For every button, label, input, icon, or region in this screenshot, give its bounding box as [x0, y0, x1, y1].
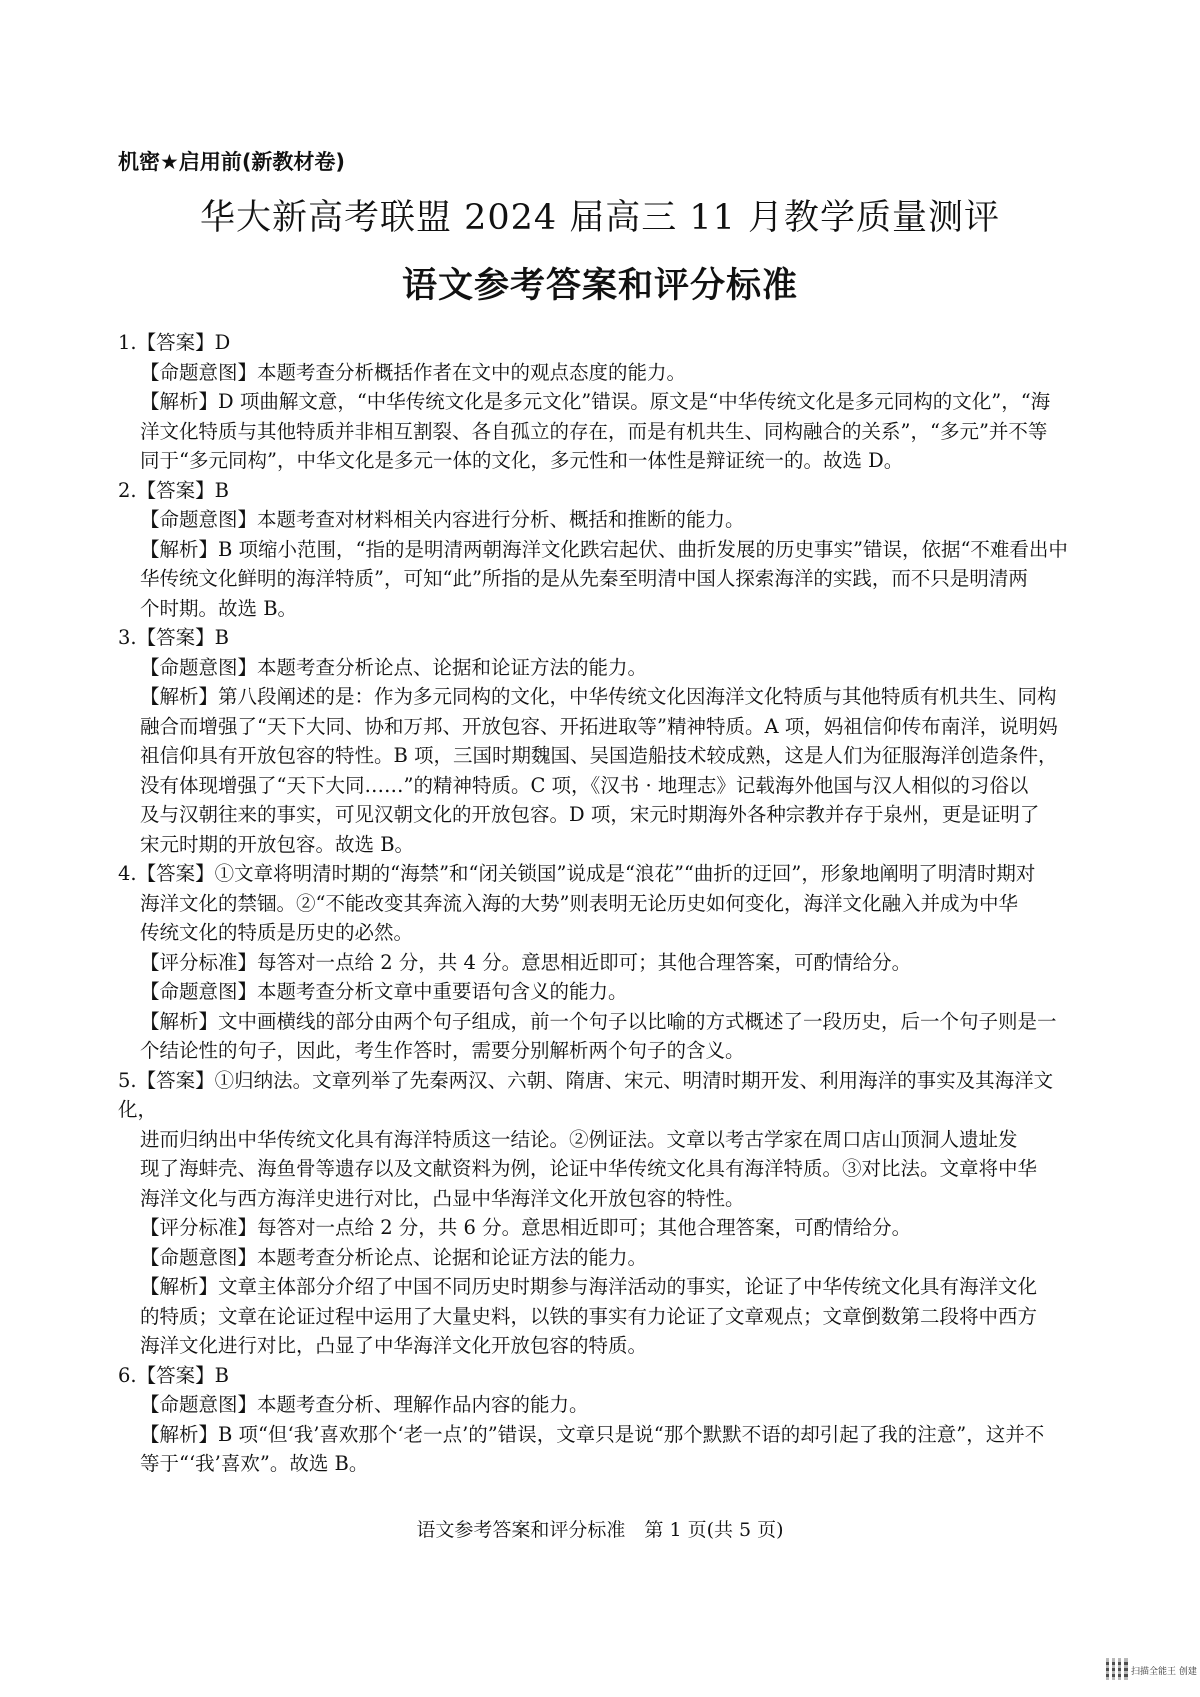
explanation-line: 宋元时期的开放包容。故选 B。: [140, 832, 415, 856]
page-subtitle: 语文参考答案和评分标准: [401, 266, 798, 306]
explanation-line: 等于“‘我’喜欢”。故选 B。: [140, 1452, 369, 1475]
explanation-line: 【命题意图】本题考查分析、理解作品内容的能力。: [140, 1393, 589, 1416]
answer-line: 1.【答案】D: [118, 331, 231, 354]
explanation-line: 【解析】文章主体部分介绍了中国不同历史时期参与海洋活动的事实，论证了中华传统文化具有海洋文化: [140, 1275, 1038, 1298]
explanation-line: 【命题意图】本题考查分析论点、论据和论证方法的能力。: [140, 1245, 648, 1269]
answer-line: 4.【答案】①文章将明清时期的“海禁”和“闭关锁国”说成是“浪花”“曲折的迂回”，形象地阐明了明清时期对: [118, 862, 1036, 885]
explanation-line: 进而归纳出中华传统文化具有海洋特质这一结论。②例证法。文章以考古学家在周口店山顶洞人遗址发: [140, 1127, 1018, 1151]
explanation-line: 华传统文化鲜明的海洋特质”，可知“此”所指的是从先秦至明清中国人探索海洋的实践，而不只是明清两: [140, 567, 1028, 590]
answer-line: 2.【答案】B: [118, 478, 229, 502]
qr-code-icon: [1106, 1658, 1128, 1680]
question-block: [118, 1361, 1090, 1479]
answer-content: [118, 328, 1090, 1479]
explanation-line: 【解析】B 项“但‘我’喜欢那个‘老一点’的”错误，文章只是说“那个默默不语的却引起了我的注意”，这并不: [140, 1422, 1045, 1446]
explanation-line: 没有体现增强了“天下大同……”的精神特质。C 项，《汉书 · 地理志》记载海外他国与汉人相似的习俗以: [140, 773, 1029, 797]
page-title: 华大新高考联盟 2024 届高三 11 月教学质量测评: [199, 198, 1001, 238]
explanation-line: 海洋文化与西方海洋史进行对比，凸显中华海洋文化开放包容的特性。: [140, 1186, 745, 1210]
answer-line: 3.【答案】B: [118, 626, 229, 649]
question-block: [118, 476, 1090, 624]
explanation-line: 及与汉朝往来的事实，可见汉朝文化的开放包容。D 项，宋元时期海外各种宗教并存于泉州，更是证明了: [140, 803, 1040, 826]
explanation-line: 【命题意图】本题考查对材料相关内容进行分析、概括和推断的能力。: [140, 508, 745, 531]
scanner-watermark: 扫描全能王 创建: [1131, 1667, 1197, 1677]
explanation-line: 【命题意图】本题考查分析概括作者在文中的观点态度的能力。: [140, 360, 687, 384]
question-block: [118, 859, 1090, 1066]
explanation-line: 【解析】第八段阐述的是：作为多元同构的文化，中华传统文化因海洋文化特质与其他特质有机共生、同构: [140, 685, 1057, 708]
explanation-line: 同于“多元同构”，中华文化是多元一体的文化，多元性和一体性是辩证统一的。故选 D。: [140, 449, 904, 472]
explanation-line: 海洋文化进行对比，凸显了中华海洋文化开放包容的特质。: [140, 1334, 648, 1357]
explanation-line: 【命题意图】本题考查分析文章中重要语句含义的能力。: [140, 980, 628, 1003]
explanation-line: 融合而增强了“天下大同、协和万邦、开放包容、开拓进取等”精神特质。A 项，妈祖信仰传布南洋，说明妈: [140, 714, 1058, 738]
confidential-mark: 机密★启用前(新教材卷): [118, 150, 346, 174]
explanation-line: 【解析】文中画横线的部分由两个句子组成，前一个句子以比喻的方式概述了一段历史，后一个句子则是一: [140, 1009, 1057, 1033]
explanation-line: 【命题意图】本题考查分析论点、论据和论证方法的能力。: [140, 655, 648, 679]
explanation-line: 【评分标准】每答对一点给 2 分，共 4 分。意思相近即可；其他合理答案，可酌情给分。: [140, 950, 912, 974]
explanation-line: 的特质；文章在论证过程中运用了大量史料，以铁的事实有力论证了文章观点；文章倒数第二段将中西方: [140, 1304, 1038, 1328]
explanation-line: 【评分标准】每答对一点给 2 分，共 6 分。意思相近即可；其他合理答案，可酌情给分。: [140, 1216, 912, 1239]
explanation-line: 个时期。故选 B。: [140, 596, 298, 620]
explanation-line: 【解析】B 项缩小范围，“指的是明清两朝海洋文化跌宕起伏、曲折发展的历史事实”错误，依据“不难看出中: [140, 537, 1068, 561]
explanation-line: 【解析】D 项曲解文意，“中华传统文化是多元文化”错误。原文是“中华传统文化是多元同构的文化”，“海: [140, 390, 1051, 413]
explanation-line: 海洋文化的禁锢。②“不能改变其奔流入海的大势”则表明无论历史如何变化，海洋文化融入并成为中华: [140, 891, 1018, 915]
explanation-line: 传统文化的特质是历史的必然。: [140, 921, 414, 944]
explanation-line: 祖信仰具有开放包容的特性。B 项，三国时期魏国、吴国造船技术较成熟，这是人们为征服海洋创造条件，: [140, 744, 1058, 767]
explanation-line: 个结论性的句子，因此，考生作答时，需要分别解析两个句子的含义。: [140, 1039, 745, 1062]
page-footer: 语文参考答案和评分标准 第 1 页(共 5 页): [416, 1519, 784, 1541]
explanation-line: 现了海蚌壳、海鱼骨等遗存以及文献资料为例，论证中华传统文化具有海洋特质。③对比法。文章将中华: [140, 1157, 1038, 1180]
question-block: [118, 623, 1090, 859]
explanation-line: 洋文化特质与其他特质并非相互割裂、各自孤立的存在，而是有机共生、同构融合的关系”，“多元”并不等: [140, 419, 1048, 443]
answer-line: 6.【答案】B: [118, 1363, 229, 1387]
question-block: [118, 328, 1090, 476]
answer-line: 5.【答案】①归纳法。文章列举了先秦两汉、六朝、隋唐、宋元、明清时期开发、利用海洋的事实及其海洋文化，: [118, 1068, 1054, 1121]
question-block: [118, 1066, 1090, 1361]
